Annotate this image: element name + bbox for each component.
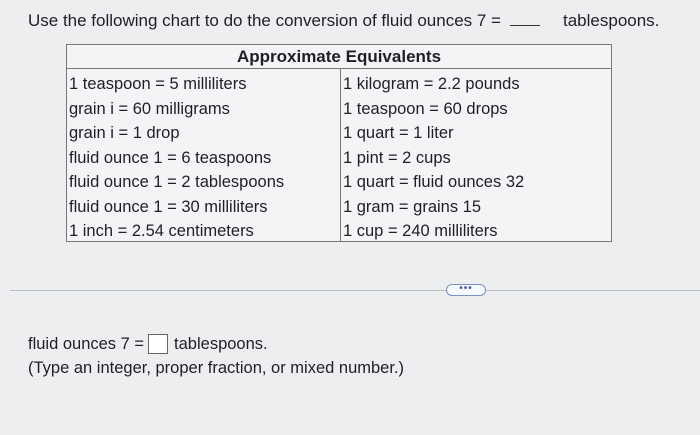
table-row: fluid ounce 1 = 30 milliliters xyxy=(69,197,268,216)
question-text xyxy=(28,11,688,31)
table-row: 1 quart = 1 liter xyxy=(343,124,454,142)
equivalents-table xyxy=(66,44,612,242)
answer-prefix: fluid ounces 7 = xyxy=(28,334,145,353)
question-unit: tablespoons. xyxy=(563,11,660,30)
table-row: 1 cup = 240 milliliters xyxy=(343,222,498,240)
table-row: fluid ounce 1 = 6 teaspoons xyxy=(69,148,272,167)
table-row: grain i = 60 milligrams xyxy=(69,99,230,118)
table-row: 1 gram = grains 15 xyxy=(343,197,482,216)
table-row: 1 teaspoon = 5 milliliters xyxy=(69,75,247,93)
table-row: 1 quart = fluid ounces 32 xyxy=(343,173,525,191)
table-row: grain i = 1 drop xyxy=(69,124,180,142)
table-left-column xyxy=(67,69,341,241)
table-row: 1 inch = 2.54 centimeters xyxy=(69,222,254,240)
table-row: 1 kilogram = 2.2 pounds xyxy=(343,75,520,93)
question-prompt: Use the following chart to do the conversion of fluid ounces 7 = xyxy=(28,11,501,30)
table-right-column xyxy=(341,69,611,241)
expand-more-button[interactable]: ••• xyxy=(446,284,486,296)
table-row: fluid ounce 1 = 2 tablespoons xyxy=(69,173,285,191)
table-title: Approximate Equivalents xyxy=(67,45,611,69)
table-row: 1 teaspoon = 60 drops xyxy=(343,99,508,118)
question-blank xyxy=(510,11,540,26)
answer-hint: (Type an integer, proper fraction, or mixed number.) xyxy=(28,359,405,377)
answer-input[interactable] xyxy=(148,334,168,354)
section-divider xyxy=(10,290,700,291)
table-row: 1 pint = 2 cups xyxy=(343,148,451,167)
answer-line xyxy=(28,334,268,354)
answer-suffix: tablespoons. xyxy=(174,334,268,353)
